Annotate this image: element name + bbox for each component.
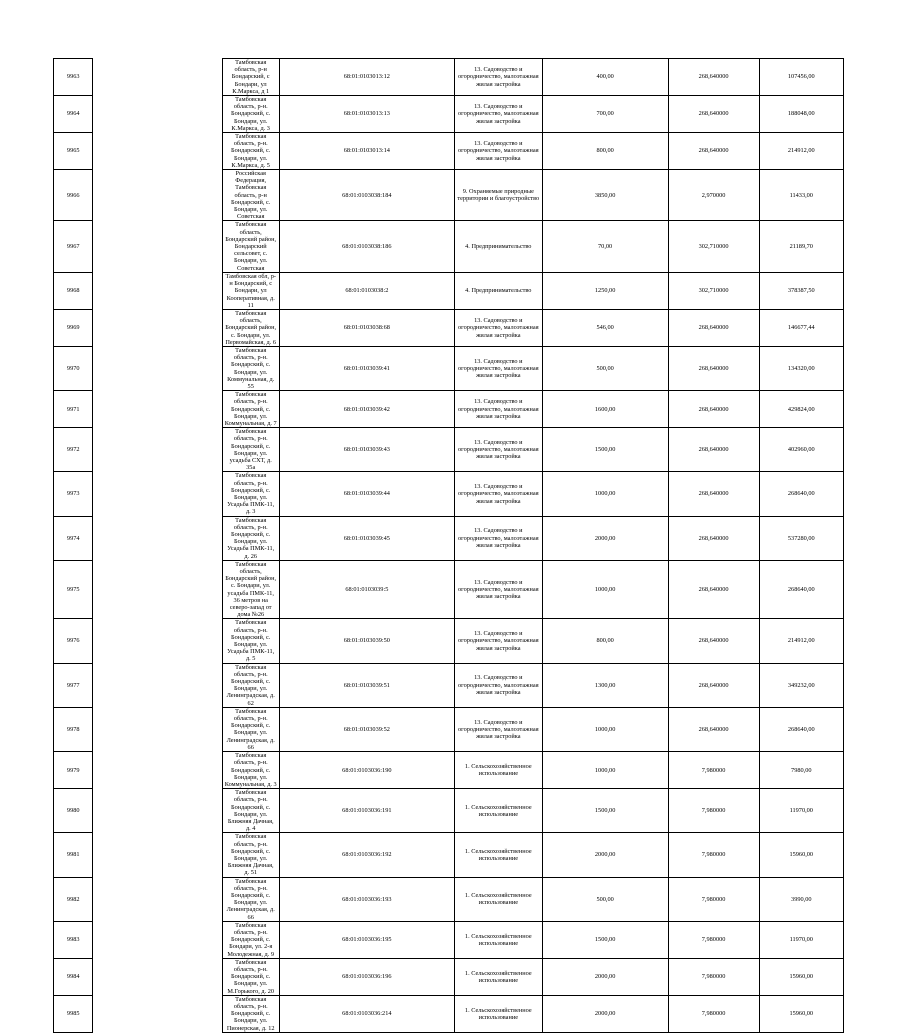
cadastral-cell: 68:01:0103039:43	[279, 428, 454, 472]
cadastral-cell: 68:01:0103036:191	[279, 789, 454, 833]
area-cell: 700,00	[542, 96, 668, 133]
address-cell: Тамбовская область, р-н. Бондарский, с. Бондари, ул. Коммунальная, д. 7	[222, 391, 279, 428]
cadastral-cell: 68:01:0103013:12	[279, 59, 454, 96]
cadastral-cell: 68:01:0103038:2	[279, 272, 454, 309]
rate-cell: 268,640000	[668, 391, 759, 428]
rate-cell: 2,970000	[668, 170, 759, 221]
area-cell: 1000,00	[542, 707, 668, 751]
row-number-cell: 9977	[54, 663, 93, 707]
area-cell: 1000,00	[542, 560, 668, 619]
row-number-cell: 9967	[54, 221, 93, 272]
usage-cell: 13. Садоводство и огородничество, малоэтажная жилая застройка	[454, 346, 542, 390]
address-cell: Тамбовская область, Бондарский район, с. Бондари, ул. усадьба ПМК-11, 36 метров на северо-запад от дома №26	[222, 560, 279, 619]
table-row	[54, 877, 844, 921]
table-row	[54, 428, 844, 472]
address-cell: Тамбовская область, р-н. Бондарский, с. Бондари, ул. М.Горького, д. 20	[222, 958, 279, 995]
cadastral-cell: 68:01:0103036:196	[279, 958, 454, 995]
usage-cell: 13. Садоводство и огородничество, малоэтажная жилая застройка	[454, 707, 542, 751]
spacer-cell	[93, 96, 222, 133]
value-cell: 429824,00	[759, 391, 843, 428]
cadastral-cell: 68:01:0103039:44	[279, 472, 454, 516]
address-cell: Российская Федерация, Тамбовская область, р-н Бондарский, с. Бондари, ул. Советская	[222, 170, 279, 221]
address-cell: Тамбовская область, р-н. Бондарский, с. Бондари, ул. Усадьба ПМК-11, д. 26	[222, 516, 279, 560]
spacer-cell	[93, 428, 222, 472]
usage-cell: 13. Садоводство и огородничество, малоэтажная жилая застройка	[454, 309, 542, 346]
spacer-cell	[93, 921, 222, 958]
value-cell: 15960,00	[759, 833, 843, 877]
rate-cell: 7,980000	[668, 921, 759, 958]
spacer-cell	[93, 619, 222, 663]
address-cell: Тамбовская область, р-н. Бондарский, с. Бондари, ул. усадьба СХТ, д. 35а	[222, 428, 279, 472]
area-cell: 1500,00	[542, 428, 668, 472]
cadastral-cell: 68:01:0103039:51	[279, 663, 454, 707]
table-row	[54, 516, 844, 560]
usage-cell: 1. Сельскохозяйственное использование	[454, 833, 542, 877]
address-cell: Тамбовская область, Бондарский район, Бондарский сельсовет, с. Бондари, ул. Советская	[222, 221, 279, 272]
address-cell: Тамбовская область, р-н. Бондарский, с. Бондари, ул. Пионерская, д. 12	[222, 995, 279, 1032]
address-cell: Тамбовская область, р-н. Бондарский, с. Бондари, ул. Коммунальная, д. 55	[222, 346, 279, 390]
value-cell: 11433,00	[759, 170, 843, 221]
cadastral-cell: 68:01:0103036:214	[279, 995, 454, 1032]
address-cell: Тамбовская область, р-н. Бондарский, с. Бондари, ул. К.Маркса, д. 5	[222, 133, 279, 170]
area-cell: 500,00	[542, 877, 668, 921]
row-number-cell: 9973	[54, 472, 93, 516]
usage-cell: 13. Садоводство и огородничество, малоэтажная жилая застройка	[454, 619, 542, 663]
value-cell: 349232,00	[759, 663, 843, 707]
value-cell: 214912,00	[759, 133, 843, 170]
spacer-cell	[93, 877, 222, 921]
area-cell: 500,00	[542, 346, 668, 390]
area-cell: 2000,00	[542, 833, 668, 877]
usage-cell: 1. Сельскохозяйственное использование	[454, 877, 542, 921]
cadastral-cell: 68:01:0103036:195	[279, 921, 454, 958]
spacer-cell	[93, 309, 222, 346]
table-row	[54, 995, 844, 1032]
rate-cell: 268,640000	[668, 707, 759, 751]
row-number-cell: 9969	[54, 309, 93, 346]
spacer-cell	[93, 663, 222, 707]
rate-cell: 268,640000	[668, 619, 759, 663]
spacer-cell	[93, 391, 222, 428]
rate-cell: 268,640000	[668, 309, 759, 346]
value-cell: 107456,00	[759, 59, 843, 96]
cadastral-cell: 68:01:0103036:192	[279, 833, 454, 877]
cadastral-cell: 68:01:0103039:42	[279, 391, 454, 428]
rate-cell: 268,640000	[668, 663, 759, 707]
area-cell: 1000,00	[542, 472, 668, 516]
area-cell: 400,00	[542, 59, 668, 96]
cadastral-cell: 68:01:0103013:13	[279, 96, 454, 133]
spacer-cell	[93, 752, 222, 789]
row-number-cell: 9974	[54, 516, 93, 560]
usage-cell: 4. Предпринимательство	[454, 221, 542, 272]
address-cell: Тамбовская область, р-н. Бондарский, с. Бондари, ул. Ленинградская, д. 66	[222, 707, 279, 751]
rate-cell: 7,980000	[668, 833, 759, 877]
row-number-cell: 9983	[54, 921, 93, 958]
table-row	[54, 752, 844, 789]
area-cell: 1600,00	[542, 391, 668, 428]
usage-cell: 13. Садоводство и огородничество, малоэтажная жилая застройка	[454, 472, 542, 516]
row-number-cell: 9985	[54, 995, 93, 1032]
address-cell: Тамбовская обл, р-н Бондарский, с Бондари, ул Кооперативная, д. 11	[222, 272, 279, 309]
row-number-cell: 9978	[54, 707, 93, 751]
spacer-cell	[93, 346, 222, 390]
value-cell: 11970,00	[759, 921, 843, 958]
usage-cell: 4. Предпринимательство	[454, 272, 542, 309]
spacer-cell	[93, 221, 222, 272]
rate-cell: 268,640000	[668, 96, 759, 133]
cadastral-value-table-page	[53, 58, 844, 1033]
usage-cell: 13. Садоводство и огородничество, малоэтажная жилая застройка	[454, 663, 542, 707]
value-cell: 537280,00	[759, 516, 843, 560]
address-cell: Тамбовская область, р-н. Бондарский, с. Бондари, ул. Ленинградская, д. 66	[222, 877, 279, 921]
usage-cell: 13. Садоводство и огородничество, малоэтажная жилая застройка	[454, 428, 542, 472]
usage-cell: 1. Сельскохозяйственное использование	[454, 921, 542, 958]
table-row	[54, 619, 844, 663]
cadastral-cell: 68:01:0103039:45	[279, 516, 454, 560]
cadastral-cell: 68:01:0103038:68	[279, 309, 454, 346]
address-cell: Тамбовская область, р-н. Бондарский, с. Бондари, ул. Усадьба ПМК-11, д. 3	[222, 472, 279, 516]
table-row	[54, 272, 844, 309]
area-cell: 2000,00	[542, 995, 668, 1032]
usage-cell: 13. Садоводство и огородничество, малоэтажная жилая застройка	[454, 560, 542, 619]
cadastral-cell: 68:01:0103039:5	[279, 560, 454, 619]
cadastral-cell: 68:01:0103013:14	[279, 133, 454, 170]
row-number-cell: 9980	[54, 789, 93, 833]
cadastral-cell: 68:01:0103036:193	[279, 877, 454, 921]
area-cell: 800,00	[542, 619, 668, 663]
row-number-cell: 9982	[54, 877, 93, 921]
address-cell: Тамбовская область, р-н Бондарский, с Бондари, ул К.Маркса, д 1	[222, 59, 279, 96]
usage-cell: 13. Садоводство и огородничество, малоэтажная жилая застройка	[454, 133, 542, 170]
spacer-cell	[93, 133, 222, 170]
value-cell: 268640,00	[759, 707, 843, 751]
value-cell: 11970,00	[759, 789, 843, 833]
spacer-cell	[93, 516, 222, 560]
row-number-cell: 9968	[54, 272, 93, 309]
table-row	[54, 921, 844, 958]
usage-cell: 13. Садоводство и огородничество, малоэтажная жилая застройка	[454, 516, 542, 560]
table-row	[54, 133, 844, 170]
row-number-cell: 9979	[54, 752, 93, 789]
table-row	[54, 833, 844, 877]
usage-cell: 1. Сельскохозяйственное использование	[454, 995, 542, 1032]
address-cell: Тамбовская область, р-н. Бондарский, с. Бондари, ул. 2-я Молодежная, д. 9	[222, 921, 279, 958]
cadastral-cell: 68:01:0103039:52	[279, 707, 454, 751]
address-cell: Тамбовская область, р-н. Бондарский, с. Бондари, ул. Ближняя Дачная, д. 51	[222, 833, 279, 877]
table-row	[54, 472, 844, 516]
area-cell: 2000,00	[542, 958, 668, 995]
address-cell: Тамбовская область, р-н. Бондарский, с. Бондари, ул. Усадьба ПМК-11, д. 5	[222, 619, 279, 663]
value-cell: 21189,70	[759, 221, 843, 272]
rate-cell: 268,640000	[668, 516, 759, 560]
address-cell: Тамбовская область, р-н. Бондарский, с. Бондари, ул. Коммунальная, д. 3	[222, 752, 279, 789]
rate-cell: 268,640000	[668, 472, 759, 516]
rate-cell: 7,980000	[668, 958, 759, 995]
rate-cell: 268,640000	[668, 133, 759, 170]
value-cell: 188048,00	[759, 96, 843, 133]
spacer-cell	[93, 272, 222, 309]
rate-cell: 302,710000	[668, 221, 759, 272]
area-cell: 1300,00	[542, 663, 668, 707]
row-number-cell: 9971	[54, 391, 93, 428]
rate-cell: 7,980000	[668, 877, 759, 921]
usage-cell: 13. Садоводство и огородничество, малоэтажная жилая застройка	[454, 391, 542, 428]
value-cell: 214912,00	[759, 619, 843, 663]
row-number-cell: 9975	[54, 560, 93, 619]
table-row	[54, 221, 844, 272]
spacer-cell	[93, 170, 222, 221]
value-cell: 3990,00	[759, 877, 843, 921]
cadastral-cell: 68:01:0103038:186	[279, 221, 454, 272]
value-cell: 7980,00	[759, 752, 843, 789]
spacer-cell	[93, 472, 222, 516]
address-cell: Тамбовская область, р-н. Бондарский, с. Бондари, ул. Ближняя Дачная, д. 4	[222, 789, 279, 833]
usage-cell: 13. Садоводство и огородничество, малоэтажная жилая застройка	[454, 59, 542, 96]
cadastral-value-table	[53, 58, 844, 1033]
usage-cell: 1. Сельскохозяйственное использование	[454, 958, 542, 995]
rate-cell: 7,980000	[668, 752, 759, 789]
table-row	[54, 560, 844, 619]
value-cell: 268640,00	[759, 560, 843, 619]
area-cell: 546,00	[542, 309, 668, 346]
value-cell: 402960,00	[759, 428, 843, 472]
usage-cell: 9. Охраняемые природные территории и благоустройство	[454, 170, 542, 221]
usage-cell: 1. Сельскохозяйственное использование	[454, 789, 542, 833]
row-number-cell: 9972	[54, 428, 93, 472]
value-cell: 15960,00	[759, 958, 843, 995]
table-row	[54, 309, 844, 346]
usage-cell: 1. Сельскохозяйственное использование	[454, 752, 542, 789]
rate-cell: 268,640000	[668, 346, 759, 390]
row-number-cell: 9964	[54, 96, 93, 133]
address-cell: Тамбовская область, Бондарский район, с. Бондари, ул. Первомайская, д. 6	[222, 309, 279, 346]
area-cell: 3850,00	[542, 170, 668, 221]
value-cell: 268640,00	[759, 472, 843, 516]
row-number-cell: 9966	[54, 170, 93, 221]
spacer-cell	[93, 707, 222, 751]
table-row	[54, 663, 844, 707]
rate-cell: 7,980000	[668, 995, 759, 1032]
area-cell: 70,00	[542, 221, 668, 272]
table-row	[54, 59, 844, 96]
rate-cell: 268,640000	[668, 59, 759, 96]
cadastral-cell: 68:01:0103039:50	[279, 619, 454, 663]
table-row	[54, 391, 844, 428]
value-cell: 146677,44	[759, 309, 843, 346]
area-cell: 1500,00	[542, 921, 668, 958]
spacer-cell	[93, 833, 222, 877]
spacer-cell	[93, 59, 222, 96]
cadastral-cell: 68:01:0103038:184	[279, 170, 454, 221]
rate-cell: 268,640000	[668, 428, 759, 472]
table-row	[54, 96, 844, 133]
table-row	[54, 958, 844, 995]
table-row	[54, 346, 844, 390]
rate-cell: 302,710000	[668, 272, 759, 309]
cadastral-cell: 68:01:0103036:190	[279, 752, 454, 789]
spacer-cell	[93, 958, 222, 995]
rate-cell: 7,980000	[668, 789, 759, 833]
row-number-cell: 9976	[54, 619, 93, 663]
rate-cell: 268,640000	[668, 560, 759, 619]
address-cell: Тамбовская область, р-н. Бондарский, с. Бондари, ул. Ленинградская, д. 62	[222, 663, 279, 707]
table-row	[54, 707, 844, 751]
spacer-cell	[93, 995, 222, 1032]
row-number-cell: 9965	[54, 133, 93, 170]
area-cell: 1500,00	[542, 789, 668, 833]
area-cell: 2000,00	[542, 516, 668, 560]
spacer-cell	[93, 560, 222, 619]
area-cell: 800,00	[542, 133, 668, 170]
value-cell: 15960,00	[759, 995, 843, 1032]
spacer-cell	[93, 789, 222, 833]
row-number-cell: 9970	[54, 346, 93, 390]
table-row	[54, 789, 844, 833]
area-cell: 1000,00	[542, 752, 668, 789]
value-cell: 378387,50	[759, 272, 843, 309]
row-number-cell: 9984	[54, 958, 93, 995]
area-cell: 1250,00	[542, 272, 668, 309]
address-cell: Тамбовская область, р-н. Бондарский, с. Бондари, ул. К.Маркса, д. 3	[222, 96, 279, 133]
row-number-cell: 9963	[54, 59, 93, 96]
row-number-cell: 9981	[54, 833, 93, 877]
value-cell: 134320,00	[759, 346, 843, 390]
usage-cell: 13. Садоводство и огородничество, малоэтажная жилая застройка	[454, 96, 542, 133]
table-row	[54, 170, 844, 221]
table-body	[54, 59, 844, 1033]
cadastral-cell: 68:01:0103039:41	[279, 346, 454, 390]
